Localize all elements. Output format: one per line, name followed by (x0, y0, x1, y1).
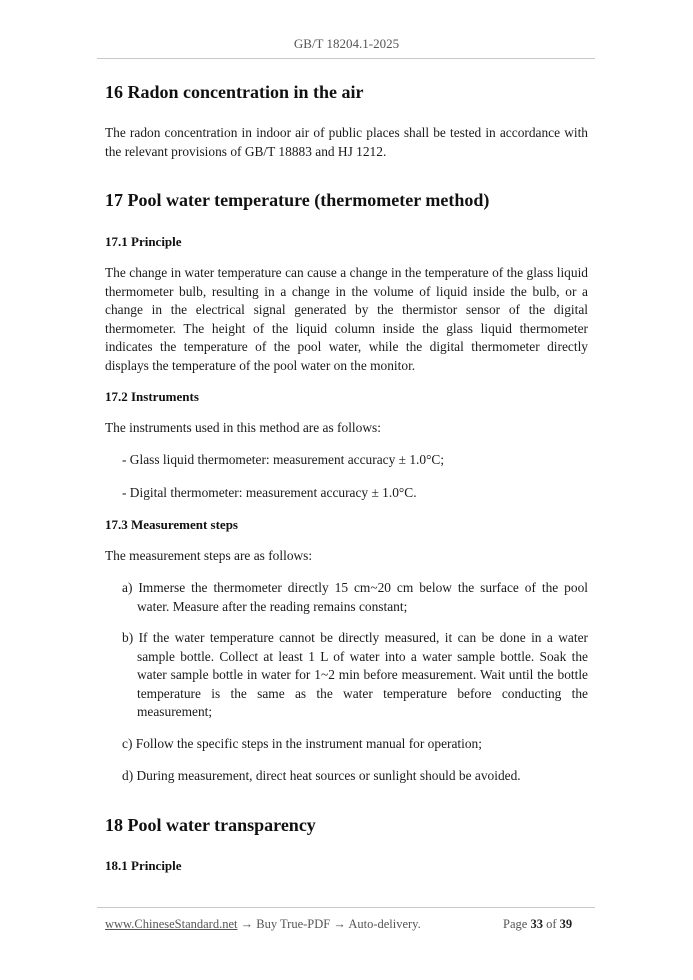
subsection-17-2-heading: 17.2 Instruments (105, 389, 199, 404)
subsection-18-1-heading: 18.1 Principle (105, 858, 182, 873)
page-number (503, 917, 572, 932)
page-of: of (546, 917, 557, 931)
page-label: Page (503, 917, 528, 931)
list-item: - Digital thermometer: measurement accuracy ± 1.0°C. (122, 485, 417, 500)
list-item: a) Immerse the thermometer directly 15 cm~20 cm below the surface of the pool water. Measure after the reading remains constant; (122, 580, 588, 614)
list-item: d) During measurement, direct heat sources or sunlight should be avoided. (122, 768, 521, 783)
arrow-icon: → (333, 917, 346, 931)
list-item: c) Follow the specific steps in the instrument manual for operation; (122, 736, 482, 751)
instruments-intro: The instruments used in this method are as follows: (105, 420, 381, 435)
list-item: - Glass liquid thermometer: measurement accuracy ± 1.0°C; (122, 452, 445, 467)
section-18-title: 18 Pool water transparency (105, 815, 316, 835)
running-header: GB/T 18204.1-2025 (293, 36, 400, 51)
site-link[interactable]: www.ChineseStandard.net (105, 917, 238, 931)
delivery-text: Auto-delivery. (348, 917, 421, 931)
page-current: 33 (530, 917, 543, 931)
footer-promo (105, 917, 421, 932)
section-16-title: 16 Radon concentration in the air (105, 82, 364, 102)
buy-text: Buy True-PDF (256, 917, 331, 931)
section-17-title: 17 Pool water temperature (thermometer method) (105, 190, 490, 210)
subsection-17-3-heading: 17.3 Measurement steps (105, 517, 238, 532)
footer-divider (97, 907, 595, 908)
steps-intro: The measurement steps are as follows: (105, 548, 313, 563)
list-item: b) If the water temperature cannot be directly measured, it can be done in a water sample bottle. Collect at least 1 L of water into a water sample bottle. Soak the water sample bottle in water for 1~2 min before measurement. Wait until the bottle temperature is the same as the water temperature before conducting the measurement; (122, 630, 588, 719)
subsection-17-1-text: The change in water temperature can cause a change in the temperature of the glass liquid thermometer bulb, resulting in a change in the volume of liquid inside the bulb, or a change in the electrical signal generated by the thermistor sensor of the digital thermometer. The height of the liquid column inside the glass liquid thermometer indicates the temperature of the pool water, while the digital thermometer directly displays the temperature of the pool water on the monitor. (105, 265, 588, 373)
section-16-text: The radon concentration in indoor air of public places shall be tested in accordance with the relevant provisions of GB/T 18883 and HJ 1212. (105, 125, 588, 159)
arrow-icon: → (240, 917, 254, 931)
page-total: 39 (559, 917, 573, 931)
header-divider (97, 58, 595, 59)
subsection-17-1-heading: 17.1 Principle (105, 234, 182, 249)
